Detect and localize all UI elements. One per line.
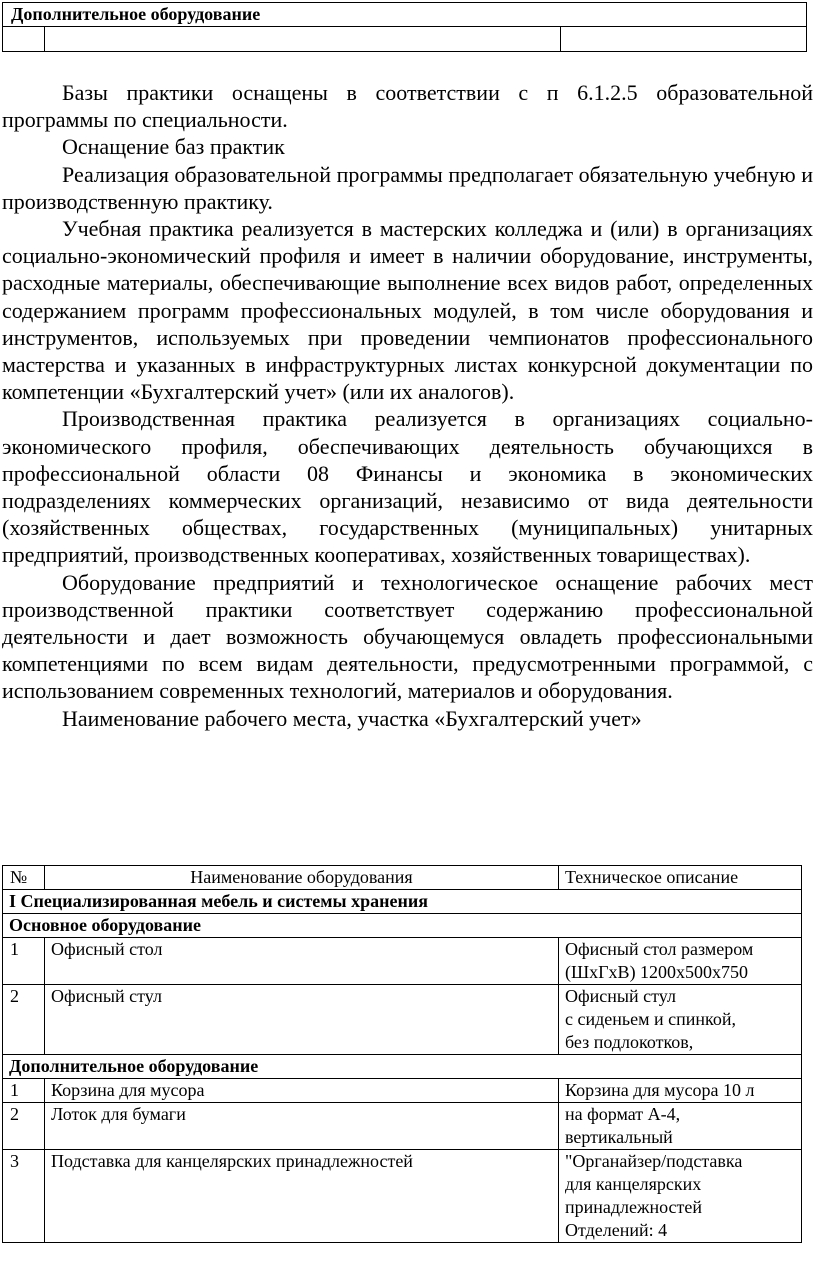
empty-cell [561, 27, 807, 52]
section-heading: Дополнительное оборудование [3, 3, 807, 27]
section-title: I Специализированная мебель и системы хранения [3, 890, 802, 914]
equipment-name: Подставка для канцелярских принадлежностей [45, 1150, 559, 1243]
table-row [3, 890, 802, 914]
row-number: 2 [3, 1103, 45, 1150]
paragraph: Оснащение баз практик [62, 134, 285, 160]
table-row [3, 3, 807, 27]
body-text [2, 79, 813, 732]
paragraph: Реализация образовательной программы предполагает обязательную учебную и производственную практику. [2, 161, 813, 214]
paragraph: Оборудование предприятий и технологическое оснащение рабочих мест производственной практики соответствует содержанию профессиональной деятельности и дает возможность обучающемуся овладеть профессиональными компетенциями по всем видам деятельности, предусмотренными программой, с использованием современных технологий, материалов и оборудования. [2, 569, 813, 704]
table-row [3, 1079, 802, 1103]
table-row [3, 914, 802, 938]
equipment-name: Лоток для бумаги [45, 1103, 559, 1150]
row-number: 3 [3, 1150, 45, 1243]
column-header-name: Наименование оборудования [45, 866, 559, 890]
equipment-description: "Органайзер/подставка для канцелярских принадлежностей Отделений: 4 [559, 1150, 802, 1243]
table-header-row [3, 866, 802, 890]
table-row [3, 27, 807, 52]
paragraph: Базы практики оснащены в соответствии с п 6.1.2.5 образовательной программы по специальности. [2, 80, 813, 133]
column-header-description: Техническое описание [559, 866, 802, 890]
equipment-name: Офисный стол [45, 938, 559, 985]
table-row [3, 1103, 802, 1150]
equipment-description: на формат А-4, вертикальный [559, 1103, 802, 1150]
equipment-description: Офисный стол размером (ШхГхВ) 1200х500х750 [559, 938, 802, 985]
empty-cell [45, 27, 561, 52]
table-row [3, 938, 802, 985]
table-row [3, 1055, 802, 1079]
equipment-description: Офисный стул с сиденьем и спинкой, без подлокотков, [559, 985, 802, 1055]
equipment-table [2, 865, 802, 1243]
table-row [3, 985, 802, 1055]
equipment-name: Офисный стул [45, 985, 559, 1055]
row-number: 1 [3, 938, 45, 985]
group-title: Основное оборудование [3, 914, 802, 938]
equipment-name: Корзина для мусора [45, 1079, 559, 1103]
row-number: 1 [3, 1079, 45, 1103]
paragraph: Производственная практика реализуется в организациях социально-экономического профиля, обеспечивающих деятельность обучающихся в профессиональной области 08 Финансы и экономика в экономических подразделениях коммерческих организаций, независимо от вида деятельности (хозяйственных обществах, государственных (муниципальных) унитарных предприятий, производственных кооперативах, хозяйственных товариществах). [2, 406, 813, 568]
table-row [3, 1150, 802, 1243]
paragraph: Наименование рабочего места, участка «Бухгалтерский учет» [62, 705, 642, 731]
empty-cell [3, 27, 45, 52]
column-header-number: № [3, 866, 45, 890]
equipment-description: Корзина для мусора 10 л [559, 1079, 802, 1103]
row-number: 2 [3, 985, 45, 1055]
group-title: Дополнительное оборудование [3, 1055, 802, 1079]
paragraph: Учебная практика реализуется в мастерских колледжа и (или) в организациях социально-экономический профиля и имеет в наличии оборудование, инструменты, расходные материалы, обеспечивающие выполнение всех видов работ, определенных содержанием программ профессиональных модулей, в том числе оборудования и инструментов, используемых при проведении чемпионатов профессионального мастерства и указанных в инфраструктурных листах конкурсной документации по компетенции «Бухгалтерский учет» (или их аналогов). [2, 216, 813, 405]
top-equipment-table [2, 2, 807, 52]
